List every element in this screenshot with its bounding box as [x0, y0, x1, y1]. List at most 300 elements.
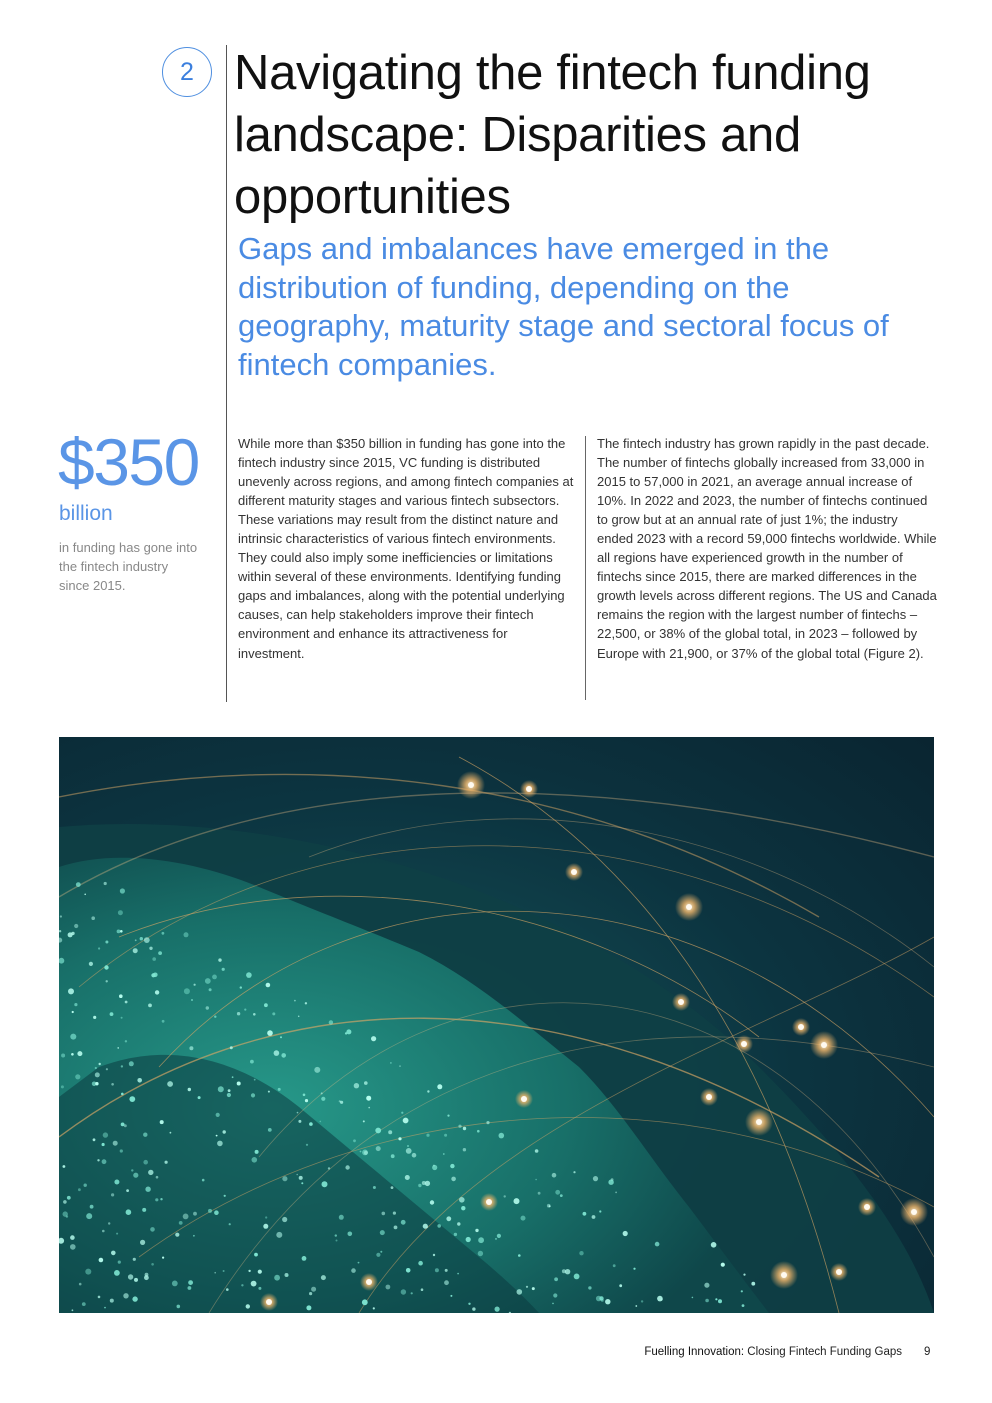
city-light: [216, 1135, 218, 1137]
city-light: [133, 948, 138, 953]
city-light: [104, 1307, 106, 1309]
city-light: [451, 1177, 456, 1182]
city-light: [553, 1293, 557, 1297]
city-light: [143, 1133, 147, 1137]
city-light: [105, 941, 108, 944]
city-light: [120, 888, 125, 893]
city-light: [118, 1261, 121, 1264]
node-core: [781, 1272, 787, 1278]
city-light: [450, 1164, 454, 1168]
city-light: [635, 1305, 637, 1307]
city-light: [95, 1072, 100, 1077]
city-light: [189, 1046, 193, 1050]
city-light: [217, 1141, 223, 1147]
city-light: [715, 1298, 717, 1300]
city-light: [93, 1016, 96, 1019]
city-light: [619, 1284, 622, 1287]
city-light: [99, 1258, 104, 1263]
city-light: [426, 1134, 429, 1137]
city-light: [264, 1003, 268, 1007]
city-light: [84, 1184, 87, 1187]
city-light: [148, 1170, 153, 1175]
city-light: [297, 1112, 299, 1114]
city-light: [457, 1222, 460, 1225]
node-core: [821, 1042, 827, 1048]
city-light: [336, 1240, 338, 1242]
city-light: [373, 1186, 376, 1189]
city-light: [376, 1253, 380, 1257]
city-light: [391, 1154, 395, 1158]
city-light: [401, 1289, 406, 1294]
node-core: [571, 869, 577, 875]
city-light: [160, 1120, 164, 1124]
chapter-number: 2: [180, 57, 194, 86]
city-light: [63, 1211, 68, 1216]
city-light: [113, 1141, 118, 1146]
city-light: [348, 1232, 353, 1237]
node-core: [864, 1204, 870, 1210]
city-light: [250, 1060, 254, 1064]
chapter-number-badge: [162, 47, 212, 97]
column-divider-line: [585, 436, 586, 700]
city-light: [321, 1275, 326, 1280]
city-light: [223, 1130, 226, 1133]
city-light: [251, 1093, 255, 1097]
city-light: [565, 1269, 570, 1274]
city-light: [477, 1130, 480, 1133]
city-light: [458, 1125, 461, 1128]
city-light: [457, 1273, 459, 1275]
city-light: [162, 1020, 165, 1023]
city-light: [454, 1233, 457, 1236]
city-light: [427, 1090, 429, 1092]
city-light: [218, 958, 221, 961]
city-light: [121, 1093, 124, 1096]
city-light: [376, 1146, 381, 1151]
city-light: [371, 1036, 376, 1041]
city-light: [126, 1189, 129, 1192]
city-light: [514, 1198, 520, 1204]
city-light: [633, 1268, 635, 1270]
city-light: [335, 1234, 337, 1236]
city-light: [67, 1196, 71, 1200]
city-light: [390, 1062, 392, 1064]
city-light: [579, 1251, 583, 1255]
city-light: [314, 1067, 320, 1073]
city-light: [478, 1237, 484, 1243]
node-core: [526, 786, 532, 792]
city-light: [354, 1083, 359, 1088]
stat-unit: billion: [59, 502, 113, 525]
city-light: [71, 932, 74, 935]
city-light: [254, 1079, 256, 1081]
city-light: [601, 1299, 604, 1302]
city-light: [71, 1053, 74, 1056]
footer-subtitle: Closing Fintech Funding Gaps: [747, 1346, 902, 1358]
city-light: [593, 1176, 598, 1181]
city-light: [265, 1216, 267, 1218]
city-light: [172, 1281, 178, 1287]
city-light: [535, 1179, 537, 1181]
city-light: [72, 1011, 74, 1013]
city-light: [95, 1067, 97, 1069]
body-text-column-1: While more than $350 billion in funding has gone into the fintech industry since 2015, VC funding is distributed unevenly across regions, and among fintech companies at different maturity stages and various fintech subsectors. These variations may result from the distinct nature and intrinsic characteristics of various fintech environments. They could also imply some inefficiencies or limitations within several of these environments. Identifying funding gaps and imbalances, along with the potential underlying causes, can help stakeholders improve their fintech environment and enhance its attractiveness for investment.: [238, 436, 574, 661]
city-light: [743, 1274, 745, 1276]
city-light: [268, 1091, 270, 1093]
city-light: [70, 1034, 76, 1040]
city-light: [588, 1286, 591, 1289]
city-light: [129, 1061, 134, 1066]
page-title: Navigating the fintech funding landscape: Disparities and opportunities: [234, 46, 871, 224]
city-light: [742, 1304, 745, 1307]
city-light: [59, 930, 61, 932]
city-light: [165, 1161, 168, 1164]
city-light: [339, 1215, 344, 1220]
city-light: [91, 916, 95, 920]
city-light: [321, 1097, 325, 1101]
city-light: [90, 1205, 94, 1209]
node-core: [798, 1024, 804, 1030]
city-light: [517, 1289, 523, 1295]
city-light: [193, 1235, 195, 1237]
city-light: [302, 1256, 307, 1261]
city-light: [444, 1134, 447, 1137]
city-light: [145, 1187, 150, 1192]
city-light: [74, 1003, 77, 1006]
city-light: [437, 1084, 442, 1089]
city-light: [104, 965, 108, 969]
city-light: [278, 1088, 281, 1091]
city-light: [463, 1148, 466, 1151]
city-light: [237, 1082, 241, 1086]
city-light: [151, 1263, 154, 1266]
city-light: [229, 1223, 231, 1225]
city-light: [406, 1148, 412, 1154]
city-light: [394, 1226, 398, 1230]
city-light: [375, 1128, 381, 1134]
city-light: [423, 1224, 428, 1229]
city-light: [466, 1237, 471, 1242]
city-light: [407, 1145, 409, 1147]
city-light: [373, 1307, 375, 1309]
city-light: [322, 1181, 328, 1187]
node-core: [686, 904, 692, 910]
page-number: 9: [924, 1346, 931, 1358]
city-light: [274, 1050, 280, 1056]
city-light: [521, 1216, 526, 1221]
city-light: [142, 1208, 146, 1212]
city-light: [78, 1188, 81, 1191]
city-light: [224, 1195, 226, 1197]
city-light: [298, 1120, 301, 1123]
city-light: [125, 1001, 128, 1004]
city-light: [121, 1017, 123, 1019]
city-light: [82, 1302, 86, 1306]
city-light: [230, 1046, 233, 1049]
city-light: [218, 1086, 224, 1092]
city-light: [98, 947, 100, 949]
city-light: [184, 988, 190, 994]
city-light: [121, 1065, 123, 1067]
city-light: [599, 1210, 601, 1212]
city-light: [76, 882, 81, 887]
city-light: [560, 1194, 563, 1197]
city-light: [286, 1274, 288, 1276]
city-light: [119, 994, 123, 998]
city-light: [437, 1224, 441, 1228]
city-light: [430, 1200, 434, 1204]
city-light: [167, 1081, 173, 1087]
city-light: [393, 1212, 396, 1215]
node-core: [836, 1269, 842, 1275]
city-light: [345, 1032, 347, 1034]
city-light: [301, 1182, 303, 1184]
node-core: [706, 1094, 712, 1100]
city-light: [106, 980, 108, 982]
city-light: [535, 1149, 539, 1153]
city-light: [241, 1284, 243, 1286]
city-light: [623, 1231, 628, 1236]
city-light: [102, 1230, 105, 1233]
city-light: [495, 1307, 500, 1312]
city-light: [296, 1174, 298, 1176]
city-light: [358, 1262, 360, 1264]
city-light: [294, 1000, 296, 1002]
city-light: [388, 1130, 392, 1134]
city-light: [104, 882, 107, 885]
city-light: [68, 988, 74, 994]
node-core: [266, 1299, 272, 1305]
city-light: [298, 1016, 300, 1018]
city-light: [401, 1112, 403, 1114]
city-light: [382, 1212, 386, 1216]
city-light: [206, 1006, 209, 1009]
city-light: [84, 894, 86, 896]
city-light: [114, 1270, 120, 1276]
city-light: [140, 1240, 145, 1245]
city-light: [368, 1107, 370, 1109]
city-light: [74, 924, 78, 928]
city-light: [184, 932, 189, 937]
city-light: [398, 1137, 401, 1140]
city-light: [274, 1275, 280, 1281]
city-light: [433, 1254, 435, 1256]
city-light: [495, 1238, 497, 1240]
city-light: [463, 1127, 466, 1130]
city-light: [111, 1251, 116, 1256]
city-light: [282, 1176, 287, 1181]
city-light: [435, 1268, 439, 1272]
city-light: [263, 1224, 268, 1229]
city-light: [244, 1009, 246, 1011]
city-light: [422, 1181, 426, 1185]
city-light: [121, 1123, 125, 1127]
city-light: [188, 1280, 193, 1285]
city-light: [175, 1233, 179, 1237]
city-light: [133, 1258, 136, 1261]
city-light: [605, 1299, 610, 1304]
city-light: [741, 1290, 743, 1292]
city-light: [459, 1197, 465, 1203]
city-light: [450, 1295, 452, 1297]
city-light: [258, 1270, 262, 1274]
city-light: [120, 930, 123, 933]
city-light: [79, 1283, 82, 1286]
city-light: [61, 1085, 64, 1088]
node-core: [911, 1209, 917, 1215]
city-light: [751, 1282, 755, 1286]
city-light: [111, 1083, 114, 1086]
city-light: [272, 1012, 275, 1015]
city-light: [306, 1144, 308, 1146]
city-light: [444, 1280, 449, 1285]
city-light: [133, 1173, 138, 1178]
city-light: [468, 1303, 470, 1305]
node-core: [486, 1199, 492, 1205]
city-light: [152, 957, 156, 961]
city-light: [364, 1151, 368, 1155]
node-core: [741, 1041, 747, 1047]
city-light: [399, 1065, 401, 1067]
city-light: [151, 973, 155, 977]
city-light: [120, 1149, 123, 1152]
city-light: [144, 937, 150, 943]
city-light: [85, 1269, 91, 1275]
node-core: [678, 999, 684, 1005]
city-light: [320, 1121, 322, 1123]
city-light: [386, 1285, 391, 1290]
city-light: [418, 1261, 423, 1266]
city-light: [111, 1193, 114, 1196]
city-light: [72, 1309, 74, 1311]
city-light: [125, 1040, 127, 1042]
city-light: [103, 1132, 108, 1137]
city-light: [110, 1299, 114, 1303]
city-light: [198, 1096, 201, 1099]
city-light: [134, 1278, 138, 1282]
node-core: [468, 782, 474, 788]
city-light: [583, 1212, 587, 1216]
city-light: [401, 1220, 406, 1225]
city-light: [258, 1287, 261, 1290]
city-light: [353, 1139, 356, 1142]
city-light: [380, 1251, 382, 1253]
city-light: [538, 1192, 541, 1195]
city-light: [117, 930, 121, 934]
city-light: [255, 1150, 259, 1154]
city-light: [360, 1151, 362, 1153]
node-core: [756, 1119, 762, 1125]
city-light: [216, 1113, 220, 1117]
city-light: [306, 1305, 311, 1310]
city-light: [177, 1305, 181, 1309]
city-light: [403, 1118, 409, 1124]
city-light: [280, 1036, 282, 1038]
body-text-column-2: The fintech industry has grown rapidly in the past decade. The number of fintechs globally increased from 33,000 in 2015 to 57,000 in 2021, an average annual increase of 10%. In 2022 and 2023, the number of fintechs continued to grow but at an annual rate of just 1%; the industry ended 2023 with a record 59,000 fintechs worldwide. While all regions have experienced growth in the number of fintechs since 2015, there are marked differences in the growth levels across different regions. The US and Canada remains the region with the largest number of fintechs – 22,500, or 38% of the global total, in 2023 – followed by Europe with 21,900, or 37% of the global total (Figure 2).: [597, 436, 937, 661]
city-light: [95, 1082, 98, 1085]
city-light: [208, 1209, 212, 1213]
city-light: [268, 1128, 272, 1132]
city-light: [170, 1132, 172, 1134]
city-light: [574, 1274, 580, 1280]
city-light: [655, 1242, 660, 1247]
city-light: [149, 947, 152, 950]
city-light: [421, 1288, 424, 1291]
city-light: [329, 1020, 333, 1024]
city-light: [202, 1179, 205, 1182]
city-light: [499, 1133, 505, 1139]
city-light: [380, 1230, 385, 1235]
stat-description: in funding has gone into the fintech industry since 2015.: [59, 540, 198, 593]
city-light: [254, 1253, 258, 1257]
city-light: [160, 1198, 162, 1200]
city-light: [303, 1094, 306, 1097]
city-light: [60, 915, 62, 917]
city-light: [447, 1115, 449, 1117]
city-light: [137, 1078, 142, 1083]
city-light: [276, 1232, 282, 1238]
city-light: [129, 1096, 135, 1102]
city-light: [391, 1186, 394, 1189]
city-light: [214, 1016, 216, 1018]
city-light: [364, 1081, 368, 1085]
city-light: [339, 1100, 341, 1102]
city-light: [615, 1192, 617, 1194]
city-light: [232, 1076, 234, 1078]
city-light: [552, 1173, 557, 1178]
city-light: [214, 1210, 219, 1215]
city-light: [363, 1120, 365, 1122]
city-light: [613, 1264, 616, 1267]
city-light: [532, 1287, 535, 1290]
city-light: [446, 1216, 451, 1221]
node-core: [521, 1096, 527, 1102]
city-light: [158, 951, 162, 955]
city-light: [406, 1268, 411, 1273]
city-light: [102, 1143, 105, 1146]
city-light: [305, 1002, 307, 1004]
city-light: [251, 1281, 257, 1287]
page-subtitle: Gaps and imbalances have emerged in the distribution of funding, depending on the geography, maturity stage and sectoral focus of fintech companies.: [238, 231, 889, 382]
city-light: [478, 1251, 483, 1256]
city-light: [248, 1270, 250, 1272]
city-light: [461, 1206, 465, 1210]
city-light: [472, 1307, 475, 1310]
city-light: [63, 1165, 66, 1168]
city-light: [226, 1288, 229, 1291]
city-light: [518, 1254, 521, 1257]
city-light: [692, 1297, 694, 1299]
city-light: [445, 1269, 448, 1272]
city-light: [70, 1244, 76, 1250]
city-light: [156, 1176, 159, 1179]
city-light: [526, 1286, 528, 1288]
city-light: [282, 1217, 287, 1222]
city-light: [93, 1138, 96, 1141]
globe-network-image: [59, 737, 934, 1313]
city-light: [345, 1165, 349, 1169]
city-light: [77, 1051, 82, 1056]
city-light: [223, 1270, 225, 1272]
city-light: [214, 1272, 216, 1274]
city-light: [237, 1012, 240, 1015]
city-light: [75, 1074, 80, 1079]
city-light: [63, 1200, 67, 1204]
city-light: [108, 1222, 110, 1224]
city-light: [405, 1175, 410, 1180]
city-light: [222, 968, 225, 971]
city-light: [155, 990, 159, 994]
